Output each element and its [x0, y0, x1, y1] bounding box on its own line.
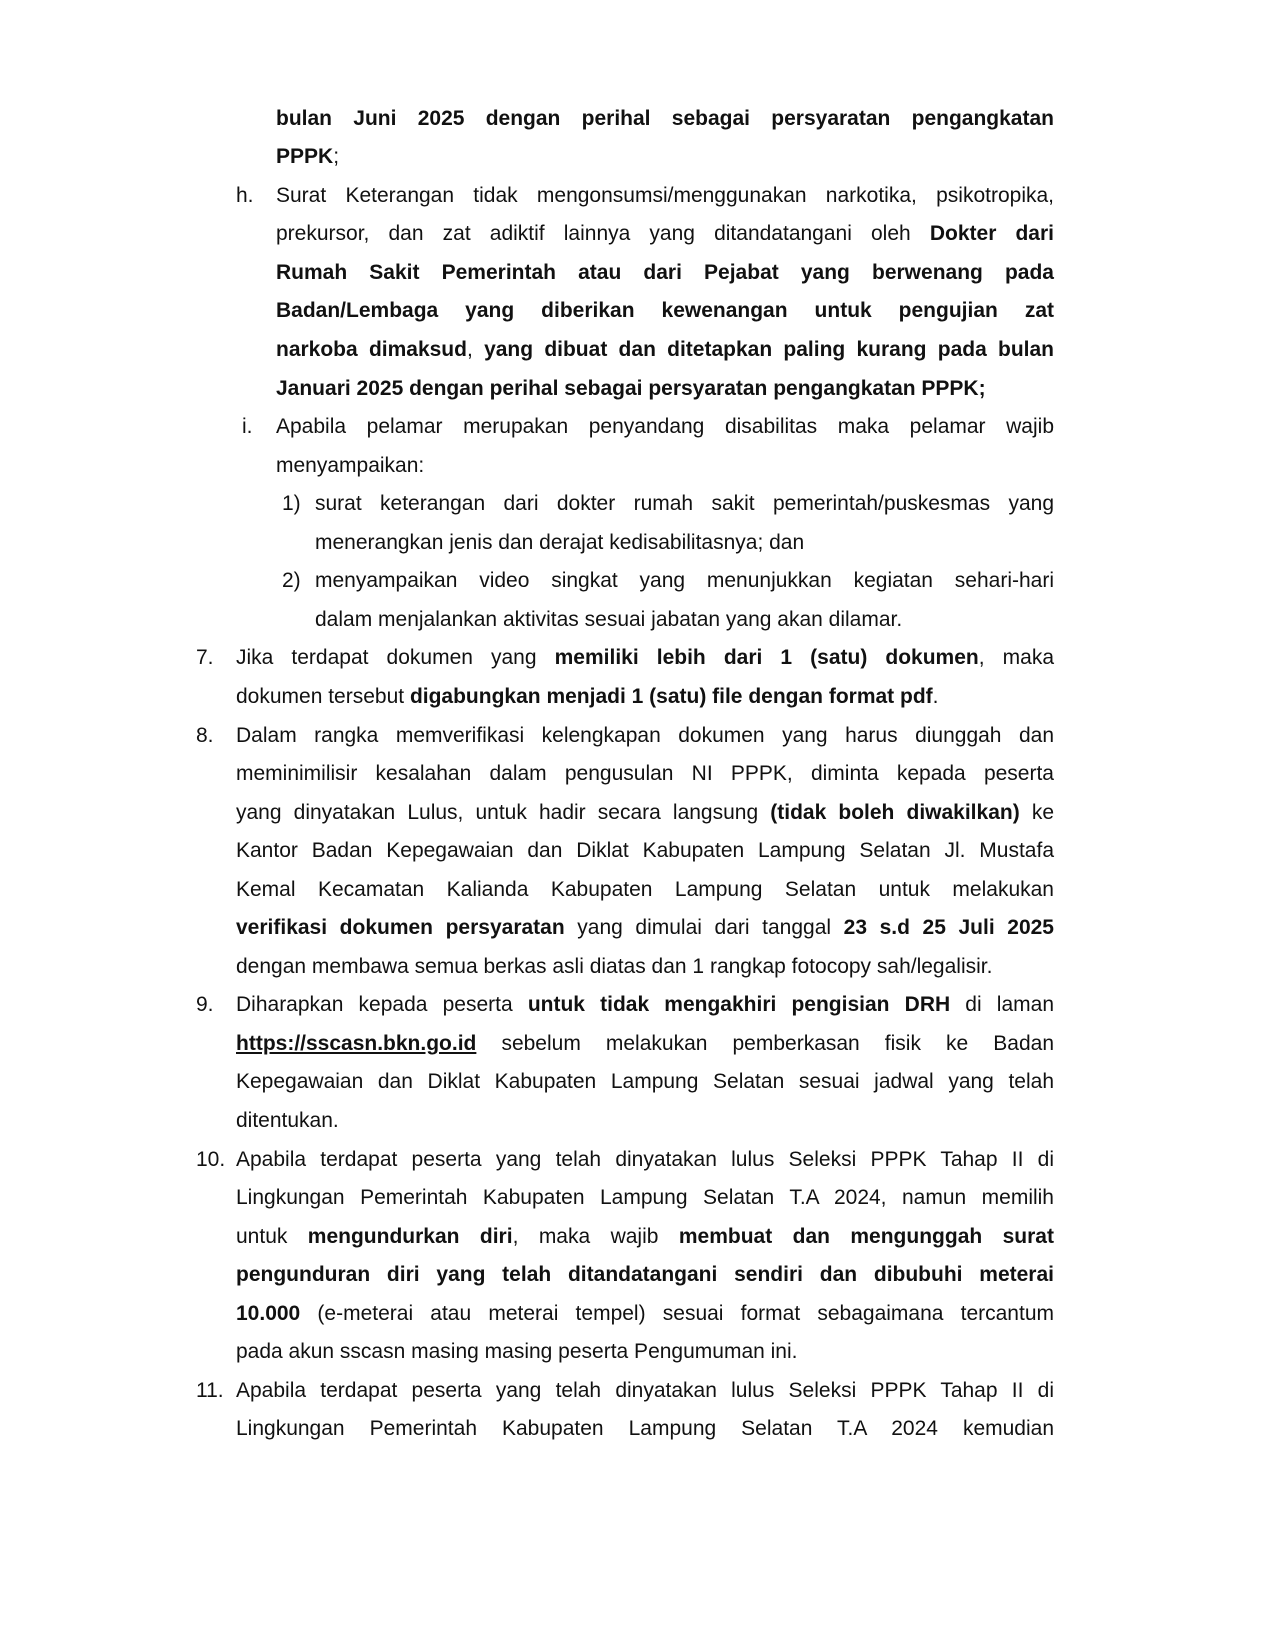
item-7-line-2 — [236, 684, 938, 710]
subitem-1-line-1: surat keterangan dari dokter rumah sakit pemerintah/puskesmas yang — [315, 492, 1054, 515]
text: untuk — [236, 1225, 308, 1248]
bold-text: Badan/Lembaga yang diberikan kewenangan untuk pengujian zat — [276, 299, 1054, 322]
bold-text: 23 s.d 25 Juli 2025 — [843, 916, 1054, 939]
item-8-line-4: Kantor Badan Kepegawaian dan Diklat Kabupaten Lampung Selatan Jl. Mustafa — [236, 839, 1054, 862]
item-7-line-1 — [236, 645, 1054, 671]
subitem-2-line-1: menyampaikan video singkat yang menunjukkan kegiatan sehari-hari — [315, 569, 1054, 592]
item-10-line-3 — [236, 1224, 1054, 1250]
item-g-continuation-line-1 — [276, 106, 1054, 132]
item-8-line-3 — [236, 800, 1054, 826]
subitem-1-line-2: menerangkan jenis dan derajat kedisabilitasnya; dan — [315, 531, 805, 554]
item-8-marker: 8. — [196, 724, 214, 747]
bold-text: mengundurkan diri — [307, 1225, 513, 1248]
bold-text: yang dibuat dan ditetapkan paling kurang pada bulan — [484, 338, 1054, 361]
item-9-line-1 — [236, 992, 1054, 1018]
text: , maka wajib — [512, 1225, 679, 1248]
item-11-line-2: Lingkungan Pemerintah Kabupaten Lampung Selatan T.A 2024 kemudian — [236, 1417, 1054, 1440]
text: Diharapkan kepada peserta — [236, 993, 528, 1016]
subitem-2-marker: 2) — [282, 569, 301, 592]
item-8-line-1: Dalam rangka memverifikasi kelengkapan dokumen yang harus diunggah dan — [236, 724, 1054, 747]
item-8-line-2: meminimilisir kesalahan dalam pengusulan NI PPPK, diminta kepada peserta — [236, 762, 1054, 785]
text: , maka — [978, 646, 1054, 669]
item-8-line-7: dengan membawa semua berkas asli diatas dan 1 rangkap fotocopy sah/legalisir. — [236, 955, 993, 978]
item-i-line-1: Apabila pelamar merupakan penyandang disabilitas maka pelamar wajib — [276, 415, 1054, 438]
item-h-line-5 — [276, 337, 1054, 363]
item-h-line-1: Surat Keterangan tidak mengonsumsi/menggunakan narkotika, psikotropika, — [276, 184, 1054, 207]
item-10-marker: 10. — [196, 1148, 226, 1171]
bold-text: Dokter dari — [929, 222, 1054, 245]
item-10-line-1: Apabila terdapat peserta yang telah dinyatakan lulus Seleksi PPPK Tahap II di — [236, 1148, 1054, 1171]
item-7-marker: 7. — [196, 646, 214, 669]
item-8-line-5: Kemal Kecamatan Kalianda Kabupaten Lampung Selatan untuk melakukan — [236, 878, 1054, 901]
bold-text: bulan Juni 2025 dengan perihal sebagai persyaratan pengangkatan — [276, 107, 1054, 130]
subitem-2-line-2: dalam menjalankan aktivitas sesuai jabatan yang akan dilamar. — [315, 608, 903, 631]
item-10-line-5 — [236, 1301, 1054, 1327]
item-10-line-2: Lingkungan Pemerintah Kabupaten Lampung Selatan T.A 2024, namun memilih — [236, 1186, 1054, 1209]
item-h-line-3 — [276, 260, 1054, 286]
item-9-line-4: ditentukan. — [236, 1109, 339, 1132]
item-10-line-4 — [236, 1262, 1054, 1288]
item-11-marker: 11. — [196, 1379, 224, 1402]
item-i-marker: i. — [242, 415, 253, 438]
item-g-continuation-line-2 — [276, 144, 339, 170]
item-h-line-4 — [276, 298, 1054, 324]
text: ; — [333, 145, 340, 168]
bold-text: digabungkan menjadi 1 (satu) file dengan format pdf — [409, 685, 933, 708]
sscasn-link[interactable]: https://sscasn.bkn.go.id — [236, 1032, 477, 1055]
bold-text: PPPK — [276, 145, 334, 168]
bold-text: verifikasi dokumen persyaratan — [236, 916, 565, 939]
item-10-line-6: pada akun sscasn masing masing peserta Pengumuman ini. — [236, 1340, 798, 1363]
text: Jika terdapat dokumen yang — [236, 646, 555, 669]
item-i-line-2: menyampaikan: — [276, 454, 425, 477]
bold-text: membuat dan mengunggah surat — [678, 1225, 1054, 1248]
item-9-marker: 9. — [196, 993, 214, 1016]
text: (e-meterai atau meterai tempel) sesuai format sebagaimana tercantum — [300, 1302, 1054, 1325]
bold-text: 10.000 — [236, 1302, 301, 1325]
bold-text: Januari 2025 dengan perihal sebagai persyaratan pengangkatan PPPK; — [276, 377, 986, 400]
item-h-line-6 — [276, 376, 986, 402]
bold-text: memiliki lebih dari 1 (satu) dokumen — [554, 646, 979, 669]
text: , — [466, 338, 485, 361]
text: sebelum melakukan pemberkasan fisik ke Badan — [476, 1032, 1054, 1055]
text: ke — [1019, 801, 1054, 824]
bold-text: Rumah Sakit Pemerintah atau dari Pejabat yang berwenang pada — [276, 261, 1054, 284]
bold-text: pengunduran diri yang telah ditandatangani sendiri dan dibubuhi meterai — [236, 1263, 1054, 1286]
text: yang dinyatakan Lulus, untuk hadir secara langsung — [236, 801, 771, 824]
bold-text: narkoba dimaksud — [276, 338, 467, 361]
item-11-line-1: Apabila terdapat peserta yang telah dinyatakan lulus Seleksi PPPK Tahap II di — [236, 1379, 1054, 1402]
text: . — [932, 685, 939, 708]
item-h-marker: h. — [236, 184, 254, 207]
text: di laman — [950, 993, 1055, 1016]
subitem-1-marker: 1) — [282, 492, 301, 515]
item-9-line-2 — [236, 1031, 1054, 1057]
text: dokumen tersebut — [236, 685, 410, 708]
text: prekursor, dan zat adiktif lainnya yang ditandatangani oleh — [276, 222, 930, 245]
item-9-line-3: Kepegawaian dan Diklat Kabupaten Lampung Selatan sesuai jadwal yang telah — [236, 1070, 1054, 1093]
text: yang dimulai dari tanggal — [564, 916, 844, 939]
item-h-line-2 — [276, 221, 1054, 247]
bold-text: (tidak boleh diwakilkan) — [770, 801, 1020, 824]
bold-text: untuk tidak mengakhiri pengisian DRH — [527, 993, 951, 1016]
item-8-line-6 — [236, 915, 1054, 941]
